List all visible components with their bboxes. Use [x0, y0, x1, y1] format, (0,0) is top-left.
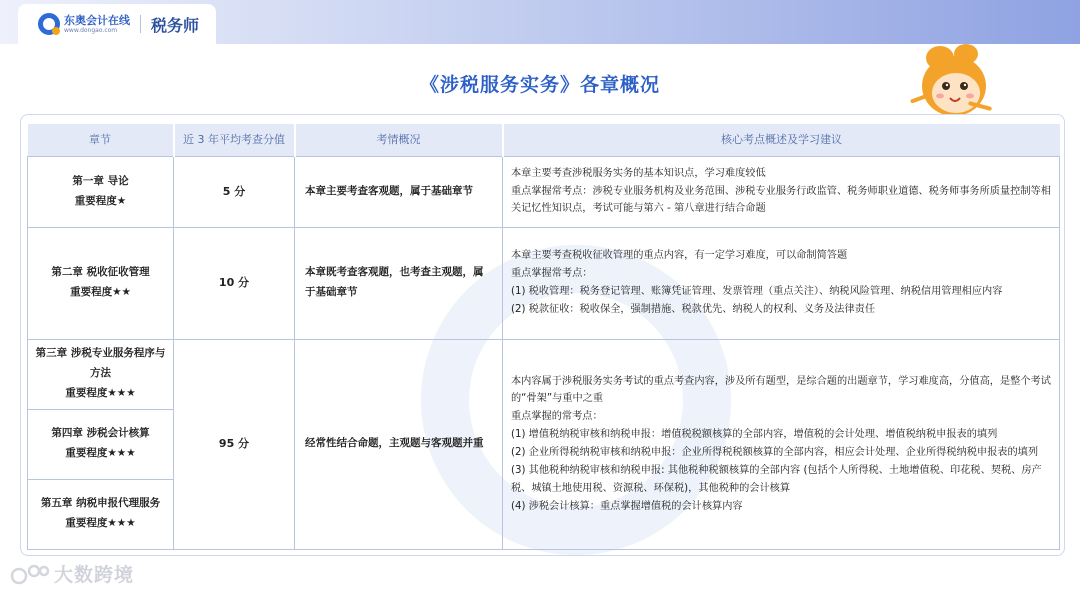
core-points-cell [503, 227, 1060, 339]
chapter-name: 第一章 导论 [72, 174, 129, 187]
importance-rating: 重要程度★ [74, 194, 127, 207]
chapter-cell [28, 409, 174, 479]
column-header-chapter: 章节 [28, 124, 174, 156]
chapter-cell [28, 227, 174, 339]
chapter-name: 第三章 涉税专业服务程序与方法 [35, 347, 166, 380]
importance-rating: 重要程度★★★ [65, 447, 136, 459]
core-point-line: 重点掌握常考点：涉税专业服务机构及业务范围、涉税专业服务行政监管、税务师职业道德、税务师事务所质量控制等相关记忆性知识点，考试可能与第六 - 第八章进行结合命题 [511, 185, 1051, 215]
score-cell: 10 分 [174, 227, 295, 339]
chapter-cell [28, 479, 174, 549]
footer-watermark [10, 560, 134, 587]
score-cell: 5 分 [174, 156, 295, 227]
brand-url: www.dongao.com [64, 26, 118, 34]
score-cell: 95 分 [174, 339, 295, 549]
core-point-line: (1) 税收管理：税务登记管理、账簿凭证管理、发票管理（重点关注）、纳税风险管理、纳税信用管理相应内容 [511, 286, 1003, 297]
core-point-line: 本章主要考查税收征收管理的重点内容，有一定学习难度，可以命制简答题 [511, 250, 848, 262]
chapter-cell [28, 156, 174, 227]
chapter-name: 第二章 税收征收管理 [51, 266, 150, 279]
dongao-logo-icon [38, 13, 60, 35]
table-row [28, 227, 1060, 339]
overview-cell: 本章既考查客观题，也考查主观题，属于基础章节 [295, 227, 503, 339]
core-points-cell [503, 156, 1060, 227]
core-point-line: (3) 其他税种纳税审核和纳税申报: 其他税种税额核算的全部内容 (包括个人所得税、土地增值税、印花税、契税、房产税、城镇土地使用税、资源税、环保税)，其他税种的会计核算 [511, 464, 1042, 494]
chapter-cell [28, 339, 174, 409]
core-points-cell [503, 339, 1060, 549]
importance-rating: 重要程度★★★ [65, 517, 136, 529]
logo-text [64, 15, 130, 34]
core-point-line: 本内容属于涉税服务实务考试的重点考查内容，涉及所有题型，是综合题的出题章节，学习难度高，分值高，是整个考试的“骨架”与重中之重 [511, 375, 1051, 405]
table-row [28, 156, 1060, 227]
chapter-name: 第四章 涉税会计核算 [51, 427, 150, 440]
core-point-line: (2) 税款征收：税收保全，强制措施、税款优先、纳税人的权利、义务及法律责任 [511, 303, 876, 315]
importance-rating: 重要程度★★ [70, 286, 131, 298]
watermark-logo-icon [10, 561, 50, 587]
mascot-icon [906, 38, 998, 124]
logo-divider [140, 15, 141, 33]
page-title: 《涉税服务实务》各章概况 [419, 74, 660, 96]
core-point-line: (2) 企业所得税纳税审核和纳税申报：企业所得税税额核算的全部内容，相应会计处理、企业所得税纳税申报表的填列 [511, 447, 1039, 458]
core-point-line: (1) 增值税纳税审核和纳税申报：增值税税额核算的全部内容，增值税的会计处理、增值税纳税申报表的填列 [511, 429, 998, 441]
overview-cell: 本章主要考查客观题，属于基础章节 [295, 156, 503, 227]
subject-label: 税务师 [151, 15, 200, 35]
core-point-line: 重点掌握常考点： [511, 268, 593, 280]
column-header-core-points: 核心考点概述及学习建议 [503, 124, 1060, 156]
column-header-score: 近 3 年平均考查分值 [174, 124, 295, 156]
importance-rating: 重要程度★★★ [65, 386, 136, 399]
core-point-line: 本章主要考查涉税服务实务的基本知识点，学习难度较低 [511, 167, 766, 179]
chapter-overview-table [27, 124, 1060, 550]
watermark-text: 大数跨境 [54, 564, 135, 586]
overview-cell: 经常性结合命题，主观题与客观题并重 [295, 339, 503, 549]
table-header-row [28, 124, 1060, 156]
core-point-line: (4) 涉税会计核算：重点掌握增值税的会计核算内容 [511, 500, 743, 512]
logo-tab [18, 4, 216, 44]
chapter-name: 第五章 纳税申报代理服务 [40, 497, 161, 510]
column-header-overview: 考情概况 [295, 124, 503, 156]
chapter-overview-panel [20, 114, 1065, 556]
table-row [28, 339, 1060, 409]
core-point-line: 重点掌握的常考点： [511, 411, 603, 423]
brand-name: 东奥会计在线 [64, 13, 130, 27]
